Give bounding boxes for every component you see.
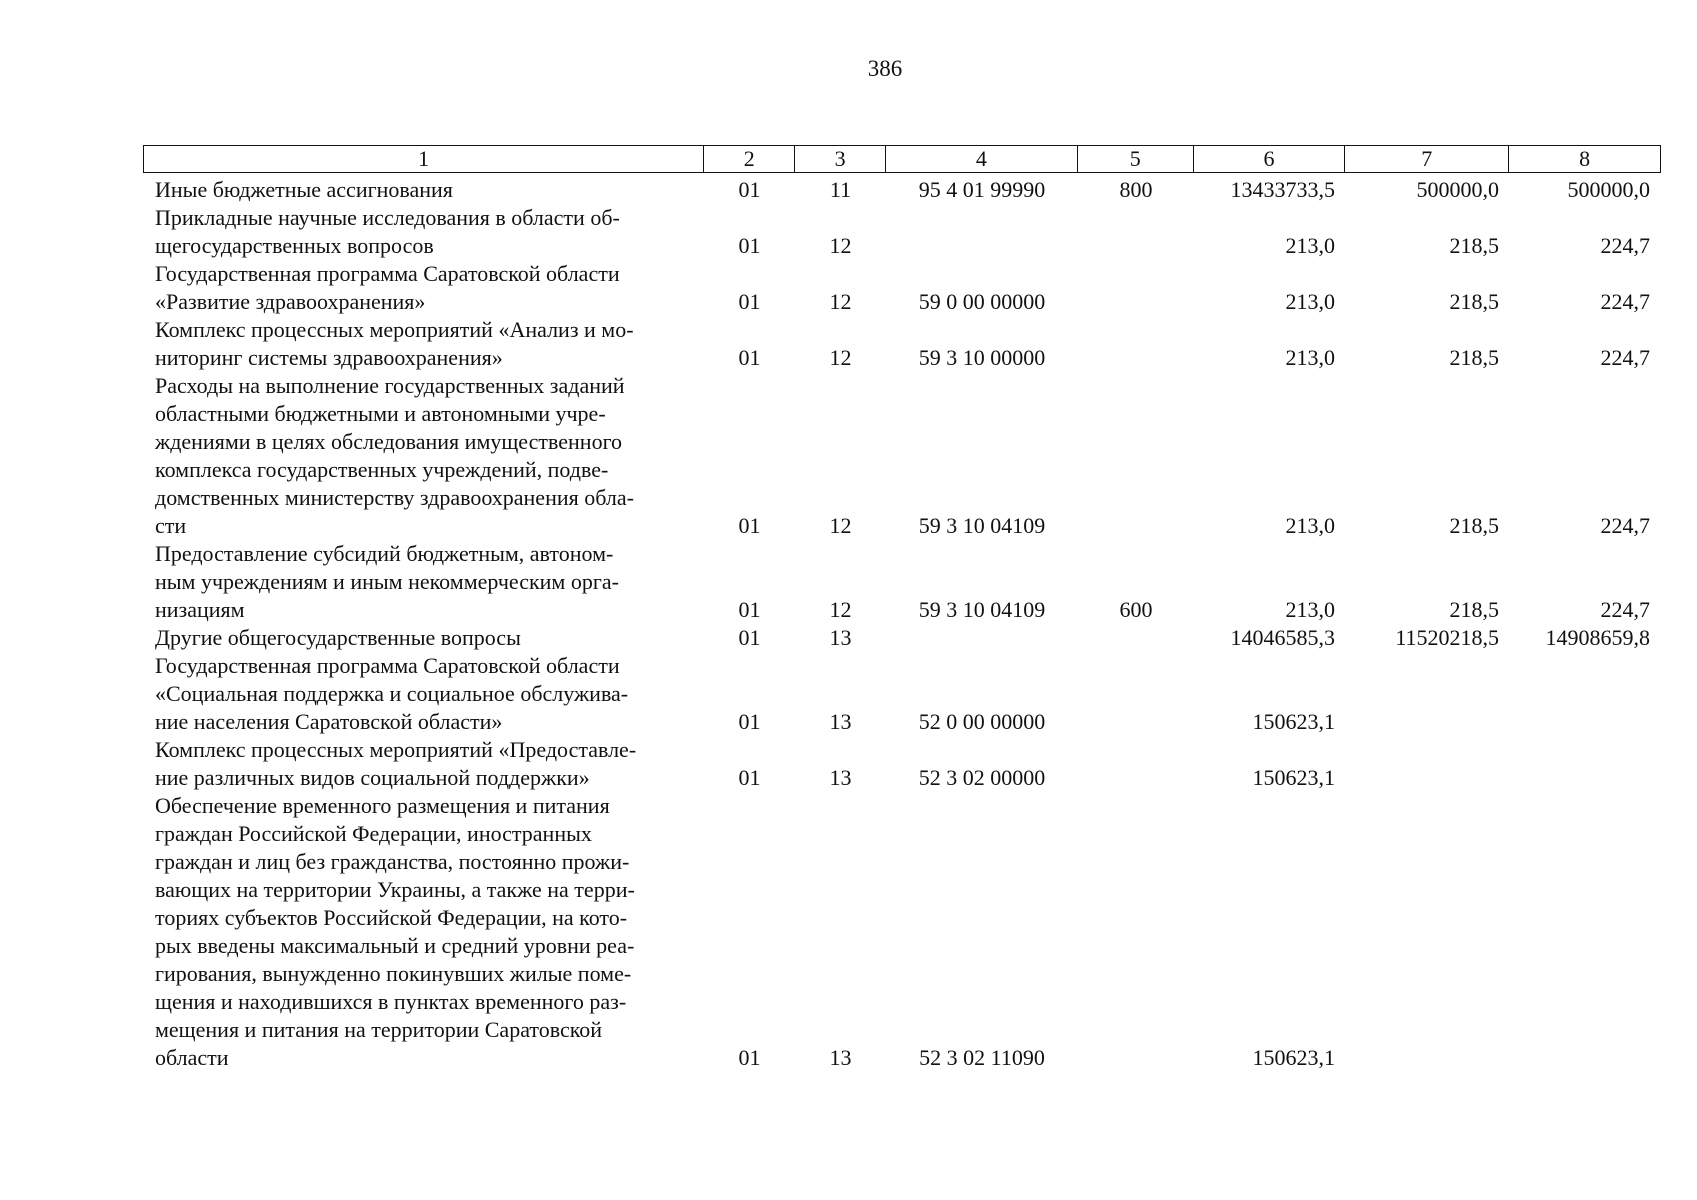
row-cell-c6: 213,0 <box>1285 597 1335 622</box>
table-row <box>143 540 1661 624</box>
row-cell-c5: 800 <box>1119 177 1153 202</box>
header-cell-7: 7 <box>1345 146 1509 172</box>
row-cell-c5: 600 <box>1119 597 1153 622</box>
row-cell-c3: 12 <box>829 597 852 622</box>
row-cell-c4: 52 3 02 00000 <box>918 765 1046 790</box>
row-cell-c3: 11 <box>829 177 852 202</box>
row-cell-c2: 01 <box>738 513 761 538</box>
row-cell-c2: 01 <box>738 177 761 202</box>
table-row <box>143 260 1661 316</box>
row-cell-c6: 213,0 <box>1285 513 1335 538</box>
row-cell-c4: 59 0 00 00000 <box>918 289 1046 314</box>
row-cell-c3: 12 <box>829 513 852 538</box>
row-cell-c3: 13 <box>829 765 852 790</box>
row-cell-c8: 224,7 <box>1600 513 1650 538</box>
row-cell-c3: 12 <box>829 345 852 370</box>
row-name-cell: Государственная программа Саратовской области «Развитие здравоохранения» <box>155 261 620 314</box>
row-name-cell: Прикладные научные исследования в области об- щегосударственных вопросов <box>155 205 620 258</box>
table-row <box>143 652 1661 736</box>
row-cell-c6: 13433733,5 <box>1230 177 1335 202</box>
row-name-cell: Обеспечение временного размещения и питания граждан Российской Федерации, иностранных граждан и лиц без гражданства, постоянно прожи- вающих на территории Украины, а также на терри- ториях субъектов Российской Федерации, на кото- рых введены максимальный и средний уровни реа- гирования, вынужденно покинувших жилые поме- щения и находившихся в пунктах временного раз- мещения и питания на территории Саратовской области <box>155 793 635 1070</box>
row-name-cell: Расходы на выполнение государственных заданий областными бюджетными и автономными учре- ждениями в целях обследования имущественного комплекса государственных учреждений, подве- домственных министерству здравоохранения обла- сти <box>155 373 634 538</box>
row-cell-c4: 95 4 01 99990 <box>918 177 1046 202</box>
table-row <box>143 372 1661 540</box>
row-cell-c8: 224,7 <box>1600 233 1650 258</box>
table-row <box>143 792 1661 1072</box>
header-cell-5: 5 <box>1078 146 1194 172</box>
row-cell-c8: 224,7 <box>1600 597 1650 622</box>
row-cell-c3: 13 <box>829 1045 852 1070</box>
row-cell-c6: 213,0 <box>1285 289 1335 314</box>
row-cell-c8: 14908659,8 <box>1545 625 1650 650</box>
row-name-cell: Государственная программа Саратовской области «Социальная поддержка и социальное обслужива- ние населения Саратовской области» <box>155 653 629 734</box>
header-cell-2: 2 <box>704 146 795 172</box>
row-cell-c2: 01 <box>738 345 761 370</box>
row-cell-c3: 13 <box>829 709 852 734</box>
row-cell-c4: 59 3 10 00000 <box>918 345 1046 370</box>
row-cell-c8: 224,7 <box>1600 289 1650 314</box>
table-row <box>143 204 1661 260</box>
header-cell-3: 3 <box>795 146 886 172</box>
table-row <box>143 736 1661 792</box>
row-cell-c4: 52 3 02 11090 <box>919 1045 1045 1070</box>
row-cell-c4: 59 3 10 04109 <box>918 513 1046 538</box>
row-cell-c2: 01 <box>738 709 761 734</box>
page-number: 386 <box>867 56 903 81</box>
row-cell-c3: 12 <box>829 233 852 258</box>
row-name-cell: Комплекс процессных мероприятий «Анализ и мо- ниторинг системы здравоохранения» <box>155 317 634 370</box>
row-cell-c6: 213,0 <box>1285 233 1335 258</box>
row-cell-c7: 218,5 <box>1449 345 1499 370</box>
row-cell-c4: 52 0 00 00000 <box>918 709 1046 734</box>
table-row <box>143 316 1661 372</box>
row-cell-c7: 218,5 <box>1449 233 1499 258</box>
row-cell-c6: 14046585,3 <box>1230 625 1335 650</box>
row-cell-c8: 500000,0 <box>1567 177 1650 202</box>
row-name-cell: Иные бюджетные ассигнования <box>155 177 453 202</box>
row-cell-c7: 218,5 <box>1449 289 1499 314</box>
row-cell-c6: 150623,1 <box>1252 1045 1335 1070</box>
row-name-cell: Предоставление субсидий бюджетным, автоном- ным учреждениям и иным некоммерческим орга- низациям <box>155 541 619 622</box>
row-cell-c2: 01 <box>738 765 761 790</box>
row-cell-c7: 218,5 <box>1449 597 1499 622</box>
row-name-cell: Другие общегосударственные вопросы <box>155 625 521 650</box>
row-cell-c2: 01 <box>738 233 761 258</box>
row-cell-c6: 150623,1 <box>1252 709 1335 734</box>
table-header <box>143 145 1661 173</box>
header-cell-1: 1 <box>144 146 704 172</box>
header-cell-4: 4 <box>886 146 1078 172</box>
row-cell-c2: 01 <box>738 289 761 314</box>
header-cell-8: 8 <box>1579 146 1591 171</box>
row-cell-c7: 500000,0 <box>1416 177 1499 202</box>
row-cell-c8: 224,7 <box>1600 345 1650 370</box>
row-name-cell: Комплекс процессных мероприятий «Предоставле- ние различных видов социальной поддержки» <box>155 737 637 790</box>
row-cell-c2: 01 <box>738 625 761 650</box>
row-cell-c2: 01 <box>738 597 761 622</box>
table-row <box>143 624 1661 652</box>
row-cell-c7: 11520218,5 <box>1395 625 1499 650</box>
table-row <box>143 176 1661 204</box>
row-cell-c3: 13 <box>829 625 852 650</box>
row-cell-c4: 59 3 10 04109 <box>918 597 1046 622</box>
row-cell-c2: 01 <box>738 1045 761 1070</box>
row-cell-c6: 213,0 <box>1285 345 1335 370</box>
header-cell-6: 6 <box>1194 146 1346 172</box>
row-cell-c7: 218,5 <box>1449 513 1499 538</box>
table-body <box>143 176 1661 1072</box>
row-cell-c3: 12 <box>829 289 852 314</box>
row-cell-c6: 150623,1 <box>1252 765 1335 790</box>
